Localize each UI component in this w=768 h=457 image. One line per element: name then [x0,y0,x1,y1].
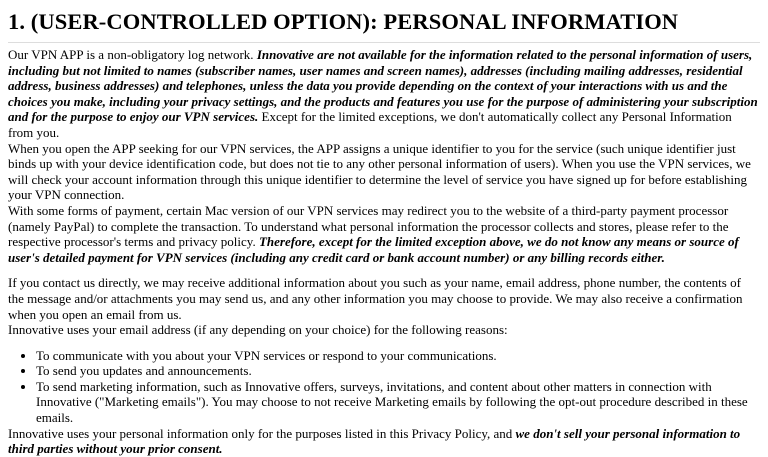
paragraph-no-sale [8,426,760,457]
policy-content [8,43,760,457]
paragraph-contact: If you contact us directly, we may receive additional information about you such as your name, email address, phone number, the contents of the message and/or attachments you may send us, and any other information you may choose to provide. We may also receive a confirmation when you open an email from us. [8,275,743,322]
paragraph-emphasis: Innovative are not available for the information related to the personal information of users, including but not limited to names (subscriber names, user names and screen names), addresses (including mailing addresses, residential address, business addresses) and telephones, unless the data you provide depending on the context of your interactions with us and the choices you make, including your privacy settings, and the products and features you use for the purpose of administering your subscription and for the purpose to enjoy our VPN services. [8,47,758,125]
paragraph-text: With some forms of payment, certain Mac version of our VPN services may redirect you to the website of a third-party payment processor (namely PayPal) to complete the transaction. To understand what personal information the processor collects and stores, please refer to the respective processor's terms and privacy policy. [8,202,729,250]
page-title: 1. (USER-CONTROLLED OPTION): PERSONAL INFORMATION [8,0,760,43]
list-item: • To communicate with you about your VPN services or respond to your communications. [36,348,760,364]
paragraph-emphasis: we don't sell your personal information to third parties without your prior consent. [8,425,741,457]
paragraph-unique-identifier: When you open the APP seeking for our VPN services, the APP assigns a unique identifier to you for the service (such unique identifier just binds up with your device identification code, but does not tie to any other personal information of users). When you use the VPN services, we will check your account information through this unique identifier to determine the level of service you have signed up for before establishing your VPN connection. [8,140,751,203]
paragraph-emphasis: Therefore, except for the limited exception above, we do not know any means or source of user's detailed payment for VPN services (including any credit card or bank account number) or any billing records either. [8,234,739,265]
paragraph-email-usage-intro: Innovative uses your email address (if any depending on your choice) for the following reasons: [8,322,508,338]
paragraph-log-network [8,47,760,141]
email-usage-list [8,348,760,426]
paragraph-spacer [8,265,760,275]
paragraph-text: Our VPN APP is a non-obligatory log network. [8,47,257,62]
paragraph-text: Innovative uses your personal information only for the purposes listed in this Privacy Policy, and [8,425,516,441]
paragraph-payment [8,203,760,265]
list-item: • To send you updates and announcements. [36,363,760,379]
paragraph-text: Except for the limited exceptions, we don't automatically collect any Personal Information from you. [8,109,732,140]
list-item: • To send marketing information, such as Innovative offers, surveys, invitations, and content about other matters in connection with Innovative ("Marketing emails"). You may choose to not receive Marketing emails by following the opt-out procedure described in these emails. [36,379,760,426]
